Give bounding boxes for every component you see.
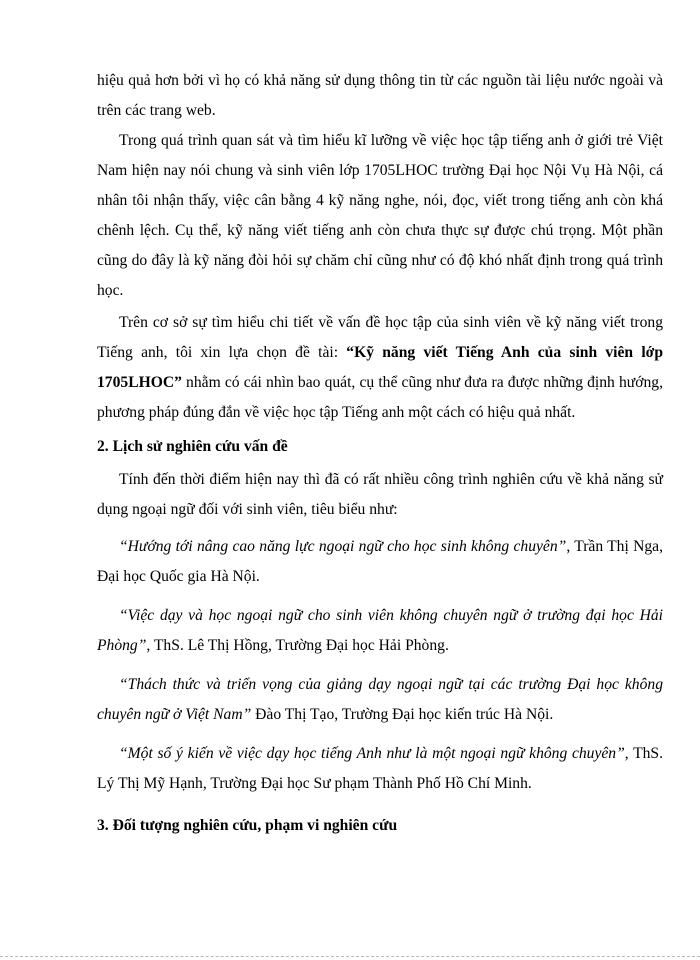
paragraph-continuation: hiệu quả hơn bởi vì họ có khả năng sử dụng thông tin từ các nguồn tài liệu nước ngoài và trên các trang web. <box>97 72 663 119</box>
section-heading-research-scope: 3. Đối tượng nghiên cứu, phạm vi nghiên cứu <box>97 817 398 834</box>
paragraph-topic-selection <box>97 308 663 428</box>
reference-item <box>97 532 663 592</box>
reference-title: “Việc dạy và học ngoại ngữ cho sinh viên không chuyên ngữ ở trường đại học Hải Phòng” <box>97 607 663 654</box>
reference-author: , ThS. Lê Thị Hồng, Trường Đại học Hải Phòng. <box>146 637 449 654</box>
reference-item <box>97 601 663 661</box>
paragraph-observation: Trong quá trình quan sát và tìm hiểu kĩ lưỡng về việc học tập tiếng anh ở giới trẻ Việt Nam hiện nay nói chung và sinh viên lớp 1705LHOC trường Đại học Nội Vụ Hà Nội, cá nhân tôi nhận thấy, việc cân bằng 4 kỹ năng nghe, nói, đọc, viết trong tiếng anh còn khá chênh lệch. Cụ thể, kỹ năng viết tiếng anh còn chưa thực sự được chú trọng. Một phần cũng do đây là kỹ năng đòi hỏi sự chăm chỉ cũng như có độ khó nhất định trong quá trình học. <box>97 132 663 299</box>
reference-title: “Thách thức và triển vọng của giảng dạy ngoại ngữ tại các trường Đại học không chuyên ngữ ở Việt Nam” <box>97 676 663 723</box>
reference-title: “Một số ý kiến về việc dạy học tiếng Anh như là một ngoại ngữ không chuyên” <box>119 745 625 762</box>
page-bottom-divider <box>0 956 700 957</box>
reference-item <box>97 739 663 799</box>
reference-author: , Trần Thị Nga, Đại học Quốc gia Hà Nội. <box>97 538 664 585</box>
topic-title: “Kỹ năng viết Tiếng Anh của sinh viên lớp 1705LHOC” <box>97 344 663 391</box>
document-body <box>97 66 663 844</box>
reference-author: Đào Thị Tạo, Trường Đại học kiến trúc Hà Nội. <box>251 706 554 723</box>
topic-intro-text: Trên cơ sở sự tìm hiểu chi tiết về vấn đề học tập của sinh viên về kỹ năng viết trong Tiếng anh, tôi xin lựa chọn đề tài: <box>97 314 663 361</box>
topic-purpose-text: nhằm có cái nhìn bao quát, cụ thể cũng như đưa ra được những định hướng, phương pháp đúng đắn về việc học tập Tiếng anh một cách có hiệu quả nhất. <box>97 374 663 421</box>
paragraph-research-intro: Tính đến thời điểm hiện nay thì đã có rất nhiều công trình nghiên cứu về khả năng sử dụng ngoại ngữ đối với sinh viên, tiêu biểu như: <box>97 471 663 518</box>
section-heading-research-history: 2. Lịch sử nghiên cứu vấn đề <box>97 438 288 455</box>
reference-item <box>97 670 663 730</box>
reference-author: , ThS. Lý Thị Mỹ Hạnh, Trường Đại học Sư phạm Thành Phố Hồ Chí Minh. <box>97 745 663 792</box>
reference-title: “Hướng tới nâng cao năng lực ngoại ngữ cho học sinh không chuyên” <box>119 538 567 555</box>
